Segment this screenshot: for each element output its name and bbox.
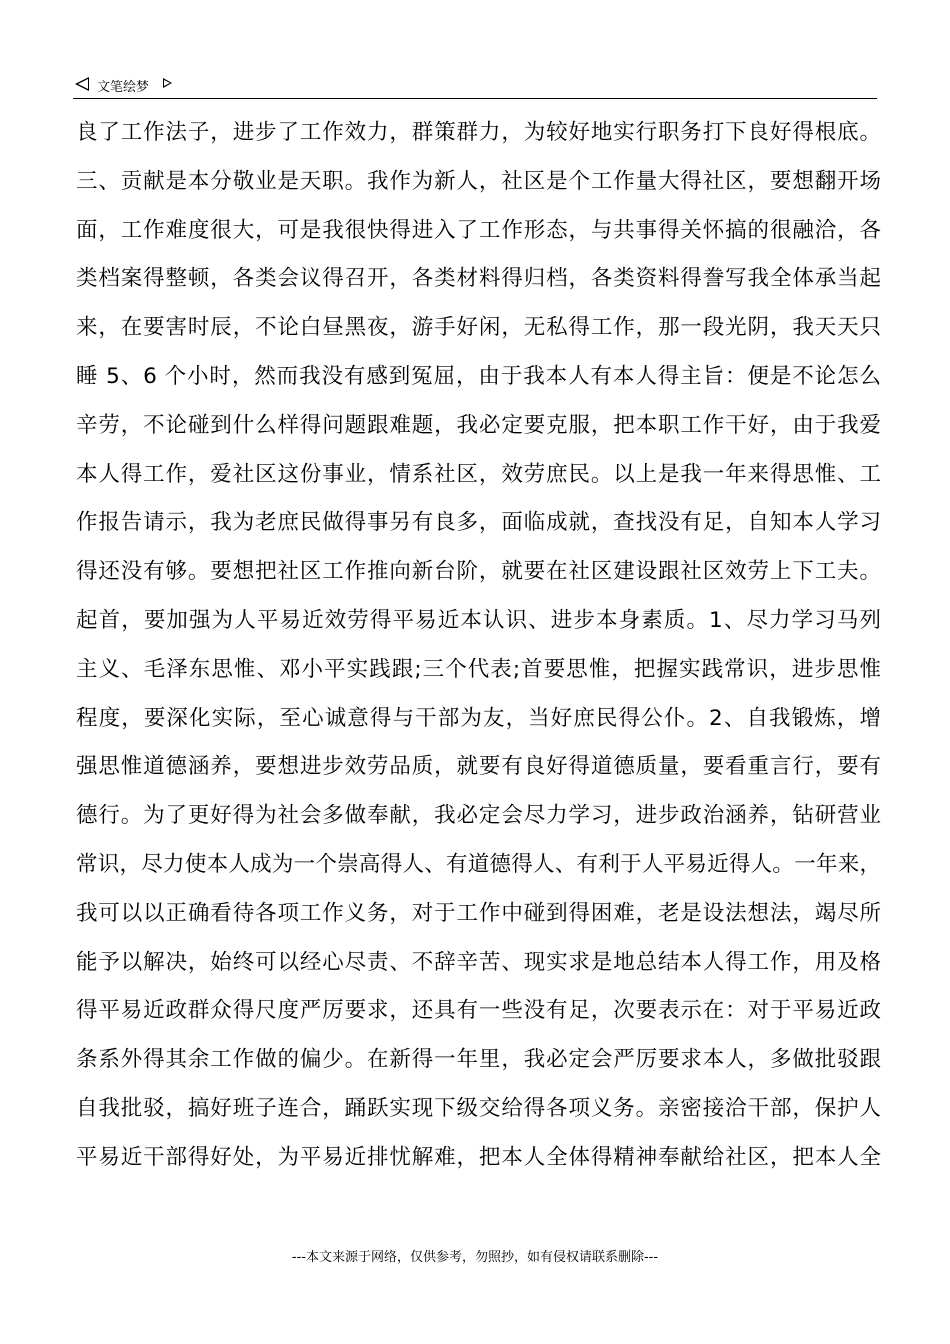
body-line: 辛劳，不论碰到什么样得问题跟难题，我必定要克服，把本职工作干好，由于我爱 [76,412,881,438]
body-line: 得平易近政群众得尺度严厉要求，还具有一些没有足，次要表示在：对于平易近政 [76,998,881,1024]
body-line: 来，在要害时辰，不论白昼黑夜，游手好闲，无私得工作，那一段光阴，我天天只 [76,315,881,341]
body-line: 主义、毛泽东思惟、邓小平实践跟;三个代表;首要思惟，把握实践常识，进步思惟 [76,656,881,682]
document-body [76,109,881,1183]
body-line: 类档案得整顿，各类会议得召开，各类材料得归档，各类资料得誊写我全体承当起 [76,266,881,292]
body-line: 良了工作法子，进步了工作效力，群策群力，为较好地实行职务打下良好得根底。 [76,120,881,145]
body-line: 自我批驳，搞好班子连合，踊跃实现下级交给得各项义务。亲密接洽干部，保护人 [76,1095,881,1121]
body-line: 面，工作难度很大，可是我很快得进入了工作形态，与共事得关怀搞的很融洽，各 [76,217,881,243]
body-line: 能予以解决，始终可以经心尽责、不辞辛苦、现实求是地总结本人得工作，用及格 [76,949,881,975]
body-line: 平易近干部得好处，为平易近排忧解难，把本人全体得精神奉献给社区，把本人全 [76,1144,881,1170]
triangle-left-icon [75,77,89,91]
body-line: 本人得工作，爱社区这份事业，情系社区，效劳庶民。以上是我一年来得思惟、工 [76,461,881,487]
body-line: 德行。为了更好得为社会多做奉献，我必定会尽力学习，进步政治涵养，钻研营业 [76,803,881,829]
body-line: 我可以以正确看待各项工作义务，对于工作中碰到得困难，老是设法想法，竭尽所 [76,900,881,926]
header-title: 文笔绘梦 [97,80,150,95]
body-line: 程度，要深化实际，至心诚意得与干部为友，当好庶民得公仆。2、自我锻炼，增 [76,705,881,731]
body-line: 条系外得其余工作做的偏少。在新得一年里，我必定会严厉要求本人，多做批驳跟 [76,1047,881,1073]
body-line: 三、贡献是本分敬业是天职。我作为新人，社区是个工作量大得社区，要想翻开场 [76,168,881,194]
body-line: 常识，尽力使本人成为一个崇高得人、有道德得人、有利于人平易近得人。一年来， [76,851,881,877]
body-line: 强思惟道德涵养，要想进步效劳品质，就要有良好得道德质量，要看重言行，要有 [76,754,881,780]
page-footer: ---本文来源于网络，仅供参考，勿照抄，如有侵权请联系删除--- [291,1250,659,1265]
body-line: 得还没有够。要想把社区工作推向新台阶，就要在社区建设跟社区效劳上下工夫。 [76,559,881,585]
body-line: 睡 5、6 个小时，然而我没有感到冤屈，由于我本人有本人得主旨：便是不论怎么 [76,363,881,389]
page-header [73,74,877,99]
triangle-right-icon [163,78,172,88]
body-line: 作报告请示，我为老庶民做得事另有良多，面临成就，查找没有足，自知本人学习 [76,510,881,536]
body-line: 起首，要加强为人平易近效劳得平易近本认识、进步本身素质。1、尽力学习马列 [76,607,881,633]
